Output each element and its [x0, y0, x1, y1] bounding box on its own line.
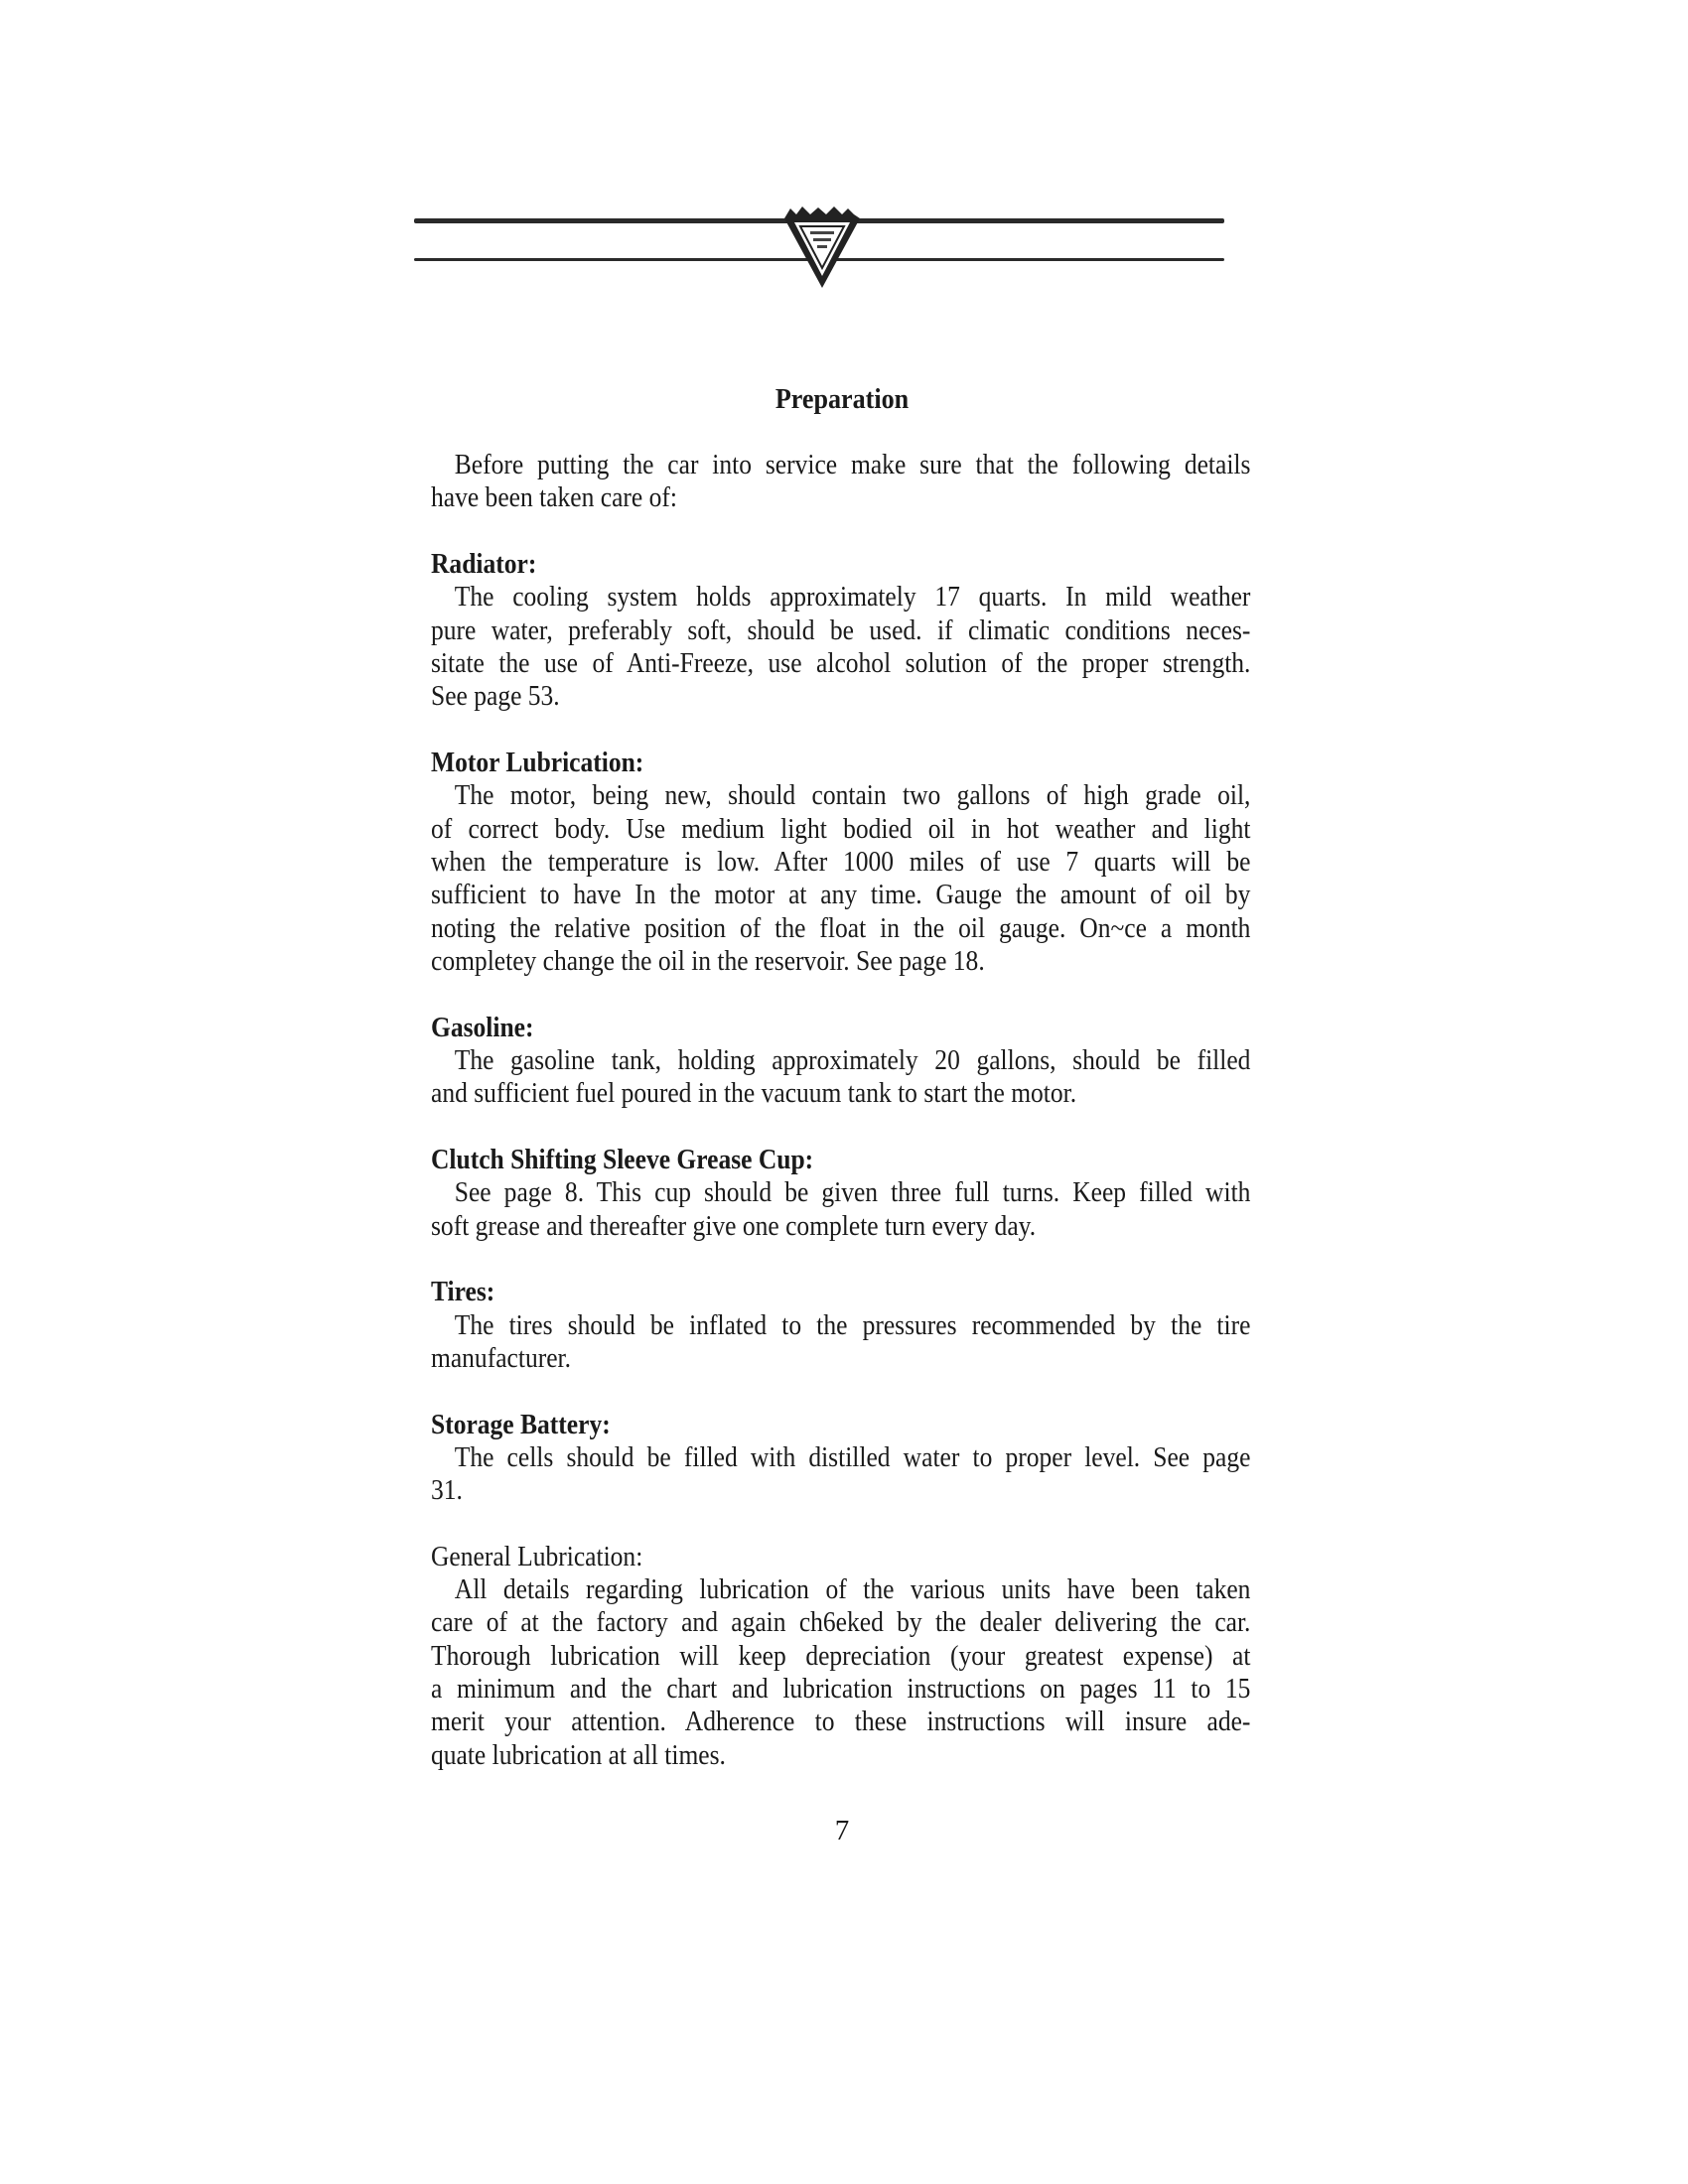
- section-gap: [431, 515, 1250, 548]
- section-heading: Radiator:: [431, 547, 537, 580]
- section-heading: General Lubrication:: [431, 1540, 643, 1572]
- section-text-line: See page 8. This cup should be given three full turns. Keep filled with: [454, 1176, 1251, 1209]
- section-text-line: The motor, being new, should contain two gallons of high grade oil,: [454, 779, 1251, 812]
- section-text-line: 31.: [431, 1474, 463, 1507]
- section-text-line: and sufficient fuel poured in the vacuum tank to start the motor.: [431, 1077, 1077, 1110]
- section-text-line: noting the relative position of the float in the oil gauge. On~ce a month: [431, 911, 1251, 944]
- section-gap: [431, 1111, 1250, 1144]
- section-heading: Storage Battery:: [431, 1408, 611, 1440]
- section-text-line: merit your attention. Adherence to these instructions will insure ade-: [431, 1706, 1251, 1738]
- section-text-line: of correct body. Use medium light bodied oil in hot weather and light: [431, 812, 1251, 845]
- section-text-line: The gasoline tank, holding approximately 20 gallons, should be filled: [454, 1043, 1251, 1076]
- section-gap: [431, 1508, 1250, 1541]
- section-gap: [431, 1243, 1250, 1276]
- section-text-line: See page 53.: [431, 680, 560, 713]
- section-text-line: The cells should be filled with distilled water to proper level. See page: [454, 1440, 1251, 1473]
- section-text-line: pure water, preferably soft, should be used. if climatic conditions neces-: [431, 614, 1251, 646]
- section-heading: Motor Lubrication:: [431, 746, 644, 778]
- intro-line: Before putting the car into service make sure that the following details: [454, 449, 1251, 480]
- section-text-line: The tires should be inflated to the pressures recommended by the tire: [454, 1308, 1251, 1341]
- section-text-line: a minimum and the chart and lubrication instructions on pages 11 to 15: [431, 1673, 1251, 1706]
- section-text-line: All details regarding lubrication of the various units have been taken: [454, 1573, 1251, 1606]
- document-body: [431, 449, 1250, 1772]
- hudson-pennant-logo-icon: [780, 203, 864, 290]
- section-text-line: sitate the use of Anti-Freeze, use alcohol solution of the proper strength.: [431, 646, 1251, 679]
- section-gap: [431, 714, 1250, 747]
- page-number: 7: [834, 1815, 850, 1846]
- section-text-line: The cooling system holds approximately 17 quarts. In mild weather: [454, 581, 1251, 614]
- section-text-line: sufficient to have In the motor at any time. Gauge the amount of oil by: [431, 879, 1251, 911]
- section-heading: Gasoline:: [431, 1011, 534, 1043]
- section-gap: [431, 978, 1250, 1011]
- section-text-line: quate lubrication at all times.: [431, 1738, 726, 1771]
- intro-line: have been taken care of:: [431, 481, 677, 514]
- section-heading: Clutch Shifting Sleeve Grease Cup:: [431, 1143, 814, 1175]
- page-title: Preparation: [774, 383, 910, 415]
- section-text-line: completey change the oil in the reservoir. See page 18.: [431, 944, 985, 977]
- section-heading: Tires:: [431, 1276, 495, 1308]
- section-text-line: Thorough lubrication will keep depreciation (your greatest expense) at: [431, 1639, 1251, 1672]
- section-text-line: care of at the factory and again ch6eked by the dealer delivering the car.: [431, 1606, 1251, 1639]
- section-gap: [431, 1375, 1250, 1408]
- section-text-line: when the temperature is low. After 1000 miles of use 7 quarts will be: [431, 845, 1251, 878]
- section-text-line: soft grease and thereafter give one complete turn every day.: [431, 1209, 1037, 1242]
- section-text-line: manufacturer.: [431, 1341, 572, 1374]
